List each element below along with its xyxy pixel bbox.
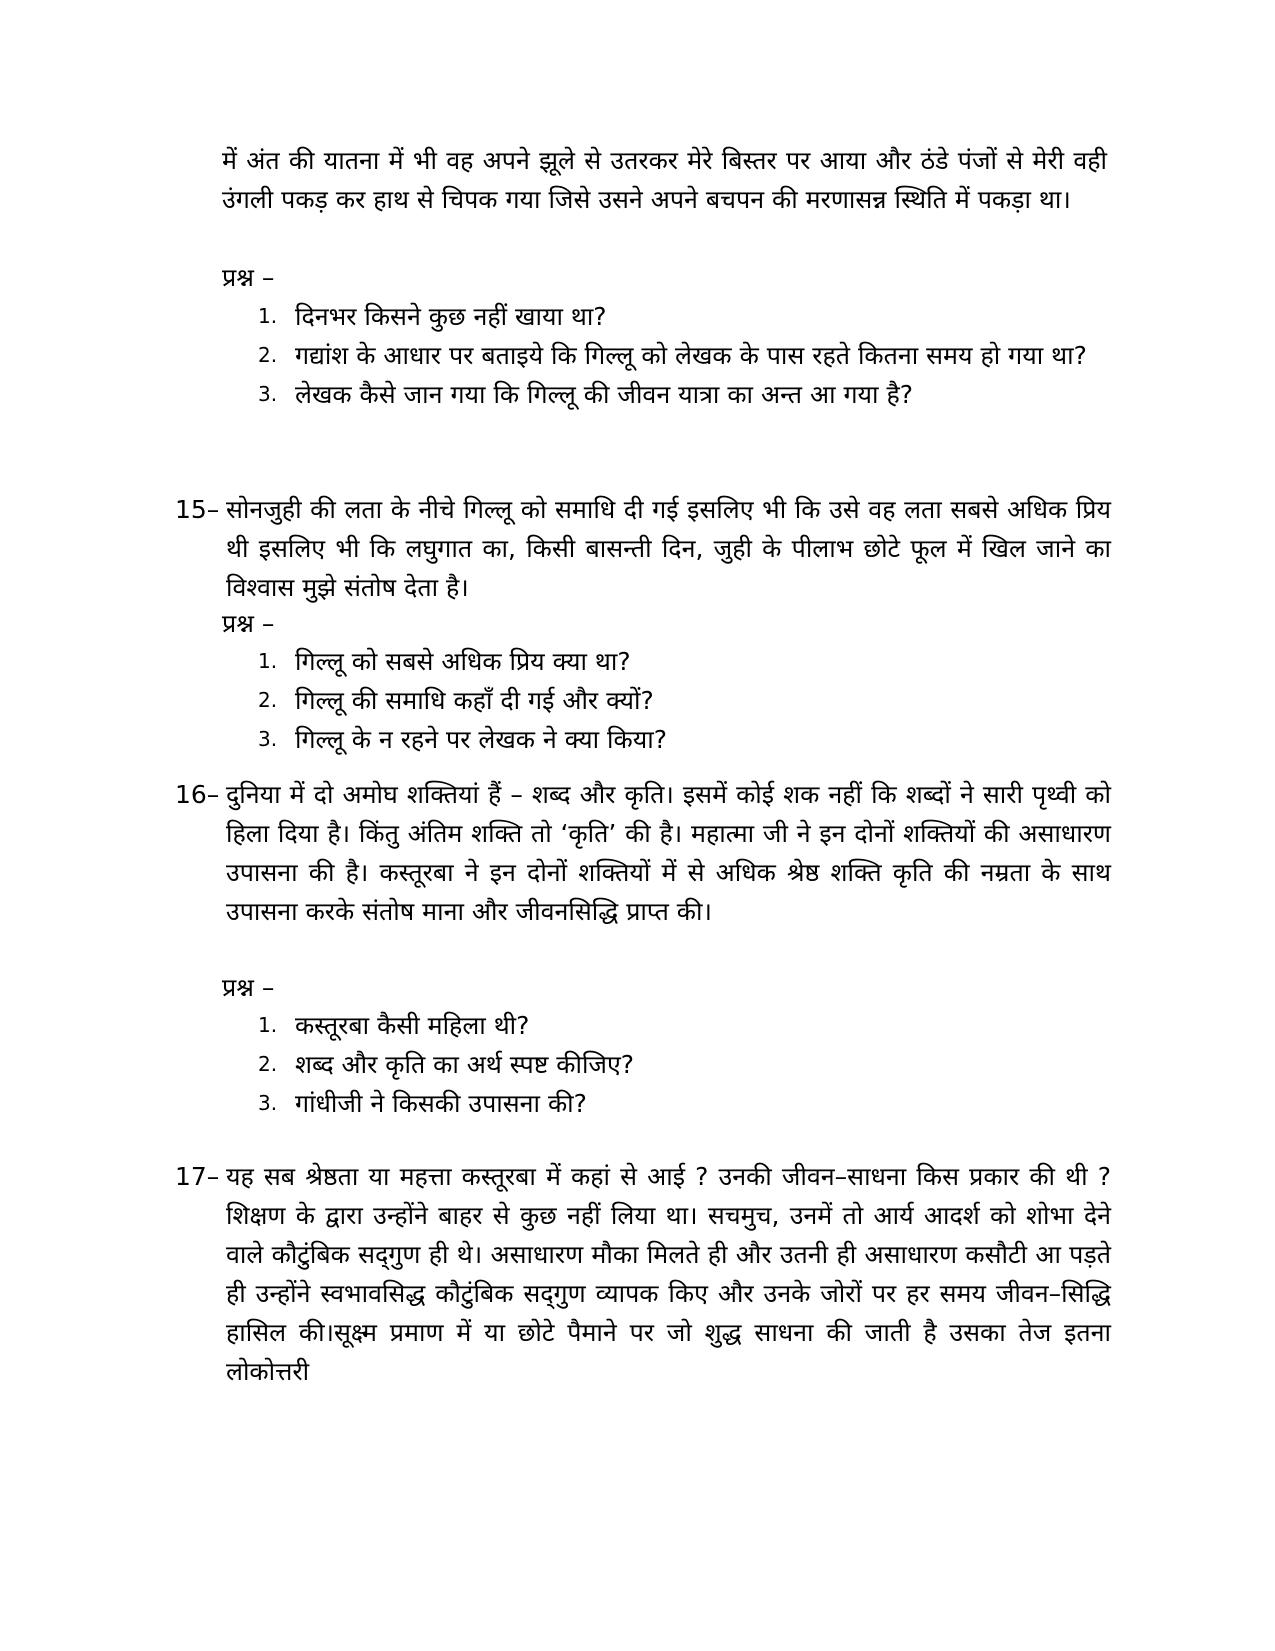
passage-number: 17– <box>175 1162 220 1191</box>
question-item <box>258 297 1108 336</box>
question-item <box>258 1006 1108 1045</box>
question-number: 2. <box>258 343 278 367</box>
passage-14-text: में अंत की यातना में भी वह अपने झूले से उतरकर मेरे बिस्तर पर आया और ठंडे पंजों से मेरी वही उंगली पकड़ कर हाथ से चिपक गया जिसे उसने अपने बचपन की मरणासन्न स्थिति में पकड़ा था। <box>222 146 1107 214</box>
passage-16-text: दुनिया में दो अमोघ शक्तियां हैं – शब्द और कृति। इसमें कोई शक नहीं कि शब्दों ने सारी पृथ्वी को हिला दिया है। किंतु अंतिम शक्ति तो ‘कृति’ की है। महात्मा जी ने इन दोनों शक्तियों की असाधारण उपासना की है। कस्तूरबा ने इन दोनों शक्तियों में से अधिक श्रेष्ठ शक्ति कृति की नम्रता के साथ उपासना करके संतोष माना और जीवनसिद्धि प्राप्त की। <box>226 780 1111 926</box>
question-list <box>258 297 1108 414</box>
question-text: गिल्लू को सबसे अधिक प्रिय क्या था? <box>295 647 631 676</box>
question-text: कस्तूरबा कैसी महिला थी? <box>295 1011 530 1040</box>
passage-number: 15– <box>175 495 220 524</box>
question-text: दिनभर किसने कुछ नहीं खाया था? <box>295 302 607 331</box>
question-text: गद्यांश के आधार पर बताइये कि गिल्लू को लेखक के पास रहते कितना समय हो गया था? <box>295 341 1087 370</box>
question-item <box>258 681 1108 720</box>
passage-15-text: सोनजुही की लता के नीचे गिल्लू को समाधि दी गई इसलिए भी कि उसे वह लता सबसे अधिक प्रिय थी इसलिए भी कि लघुगात का, किसी बासन्ती दिन, जुही के पीलाभ छोटे फूल में खिल जाने का विश्वास मुझे संतोष देता है। <box>226 495 1111 602</box>
question-number: 3. <box>258 727 278 751</box>
question-number: 1. <box>258 649 278 673</box>
question-item <box>258 720 1108 759</box>
passage-number: 16– <box>175 780 220 809</box>
question-text: शब्द और कृति का अर्थ स्पष्ट कीजिए? <box>295 1050 635 1079</box>
question-label: प्रश्न – <box>222 973 275 1002</box>
question-number: 3. <box>258 1091 278 1115</box>
passage-17-text: यह सब श्रेष्ठता या महत्ता कस्तूरबा में कहां से आई ? उनकी जीवन–साधना किस प्रकार की थी ? शिक्षण के द्वारा उन्होंने बाहर से कुछ नहीं लिया था। सचमुच, उनमें तो आर्य आदर्श को शोभा देने वाले कौटुंबिक सद्‌गुण ही थे। असाधारण मौका मिलते ही और उतनी ही असाधारण कसौटी आ पड़ते ही उन्होंने स्वभावसिद्ध कौटुंबिक सद्‌गुण व्यापक किए और उनके जोरों पर हर समय जीवन–सिद्धि हासिल की।सूक्ष्म प्रमाण में या छोटे पैमाने पर जो शुद्ध साधना की जाती है उसका तेज इतना लोकोत्तरी <box>226 1162 1111 1386</box>
question-number: 3. <box>258 382 278 406</box>
question-number: 2. <box>258 1052 278 1076</box>
question-label: प्रश्न – <box>222 609 275 638</box>
question-list <box>258 1006 1108 1123</box>
question-text: लेखक कैसे जान गया कि गिल्लू की जीवन यात्रा का अन्त आ गया है? <box>295 380 914 409</box>
question-list <box>258 642 1108 759</box>
question-number: 1. <box>258 1013 278 1037</box>
question-item <box>258 375 1108 414</box>
question-text: गांधीजी ने किसकी उपासना की? <box>295 1089 587 1118</box>
question-text: गिल्लू की समाधि कहाँ दी गई और क्यों? <box>295 686 654 715</box>
question-number: 1. <box>258 304 278 328</box>
question-label: प्रश्न – <box>222 263 275 292</box>
question-item <box>258 1045 1108 1084</box>
question-item <box>258 642 1108 681</box>
question-item <box>258 336 1108 375</box>
question-item <box>258 1084 1108 1123</box>
question-number: 2. <box>258 688 278 712</box>
question-text: गिल्लू के न रहने पर लेखक ने क्या किया? <box>295 725 667 754</box>
